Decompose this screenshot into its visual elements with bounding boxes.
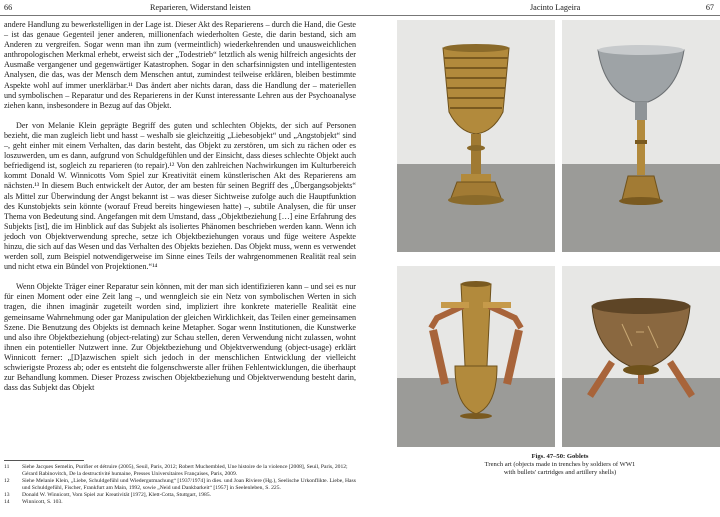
bullet-handled-vase	[397, 266, 555, 447]
caption-line-1: Trench art (objects made in trenches by soldiers of WW1	[484, 461, 636, 468]
page-number-left: 66	[4, 3, 13, 12]
footnote-13: 13 Donald W. Winnicott, Vom Spiel zur Kreativität [1972], Klett-Cotta, Stuttgart, 1985.	[4, 492, 212, 498]
goblet-photo-1	[397, 20, 555, 252]
caption-line-2: with bullets' cartridges and artillery shells)	[503, 469, 617, 476]
footnote-14: 14 Winnicott, S. 103.	[4, 499, 63, 505]
body-text-column	[4, 20, 356, 393]
paragraph-2: Der von Melanie Klein geprägte Begriff des guten und schlechten Objekts, der sich auf Personen bezieht, die man zugleich liebt und hasst – weshalb sie gleichzeitig „Liebesobjekt“ und „Angstobjekt“ sind –, geht einher mit einem Verhalten, das darin besteht, das Objekt zu zerstören, um sich zu rächen oder es loszuwerden, um es dann, aufgrund von Schuldgefühlen und der Einsicht, dass dieses schlechte Objekt auch befriedigend ist, sogleich zu reparieren (to repair).¹² Von den zahlreichen Nachwirkungen im Kulturbereich kommt Donald W. Winnicotts Vom Spiel zur Kreativität einem künstlerischen Akt des Reparierens am nächsten.¹³ In diesem Buch entwickelt der Autor, der am besten für seinen Begriff des „Übergangsobjekts“ als Mittel zur Überwindung der Angst bekannt ist – was dieser Sichtweise zufolge auch die Hauptfunktion des Kunstobjekts sein könnte (worauf Freud bereits hingewiesen hatte) –, subtile Analysen, die für unser Thema von Bedeutung sind. Angefangen mit dem Umstand, dass „Objektbeziehung […] eine Erfahrung des Subjekts [ist], die im Hinblick auf das Subjekt als isoliertes Phänomen beschrieben werden kann. Wenn ich jedoch von Objektverwendung spreche, setze ich Objektbeziehungen voraus und füge weitere Aspekte hinzu, die sich auf das Wesen und das Verhalten des Objekts beziehen. Das Objekt muss, wenn es verwendet werden soll, zum Beispiel notwendigerweise im Sinne eines Teils der wahrgenommenen Realität real sein und nicht etwa ein Bündel von Projektionen.“¹⁴	[4, 120, 356, 272]
running-title-right: Jacinto Lageira	[530, 3, 581, 12]
footnote-12: 12 Siehe Melanie Klein, „Liebe, Schuldgefühl und Wiedergutmachung“ [1937/1974] in dies. und Joan Riviere (Hg.), Seelische Urkonflikte. Liebe, Hass und Schuldgefühl, Fischer, Frankfurt am Main, 1992, sowie „Neid und Dankbarkeit“ [1957] in Seelenleben, S. 225.	[4, 478, 356, 491]
footnote-11: 11 Siehe Jacques Semelin, Purifier et détruire (2005), Seuil, Paris, 2012; Robert Muchembled, Une histoire de la violence [2008], Seuil, Paris, 2012; Gérard Rabinovitch, De la destructivité humaine, Presses Universitaires Françaises, Paris, 2009.	[4, 464, 348, 477]
running-header	[0, 0, 720, 14]
caption-title: Figs. 47–50: Goblets	[531, 453, 589, 460]
goblet-photo-4	[562, 266, 720, 447]
footnotes	[4, 464, 356, 506]
footnote-rule	[4, 460, 84, 461]
page-number-right: 67	[705, 3, 714, 12]
paragraph-1: andere Handlung zu bewerkstelligen in der Lage ist. Dieser Akt des Reparierens – durch die Hand, die Geste – ist das genaue Gegenteil jener anderen, millionenfach wiederholten Geste, die darin bestand, sich am Anderen zu vergreifen. Sogar wenn man ihn zum (vermeintlich) wiederkehrenden und unausweichlichen anthropologischen Merkmal erhebt, erweist sich der „Todestrieb“ letztlich als wenig hilfreich angesichts der Ausmaße vergangener und gegenwärtiger Katastrophen. Sogar in den scharfsinnigsten und intelligentesten Analysen, die das, was der Mensch dem Menschen antut, zumindest teilweise erklären, bleiben bestimmte Aspekte wohl auf immer unerklärbar.¹¹ Das ändert aber nichts daran, dass die Handlung der – materiellen und symbolischen – Reparatur und des Reparierens in der Kunst interessante Lehren aus der Psychoanalyse ziehen kann, insbesondere in Bezug auf das Objekt.	[4, 20, 356, 110]
goblet-photo-2	[562, 20, 720, 252]
engraved-tripod-bowl	[562, 266, 720, 447]
ribbed-brass-goblet	[397, 20, 555, 252]
paragraph-3: Wenn Objekte Träger einer Reparatur sein können, mit der man sich identifizieren kann – und sei es nur für einen Moment oder eine Zeit lang –, und wenngleich sie ein Netz von symbolischen Werten in sich tragen, die ihnen imaginär zugeteilt worden sind, impliziert ihre konkrete materielle Realität eine gemeinsame Wahrnehmung oder gar Manipulation der gleichen Wirklichkeit, das Teilen einer gemeinsamen Szene. Die Benutzung des Objekts ist demnach keine Metapher. Sogar wenn Institutionen, die Kunstwerke und also ihre Objektbeziehung (object-relating) zur Schau stellen, deren Verwendung nicht zulassen, wohnt ihnen ein potentieller Nutzwert inne. Zur Objektbeziehung und Objektverwendung (object-usage) erklärt Winnicott ferner: „[D]azwischen spielt sich jedoch in der menschlichen Entwicklung der vielleicht schwierigste Prozess ab; oder es entsteht die folgenschwerste aller frühen Fehlentwicklungen, die überhaupt zur Behandlung kommen. Dieser Prozess zwischen Objektbeziehung und Objektverwendung besteht darin, dass das Subjekt das Objekt	[4, 282, 356, 393]
figure-caption	[440, 453, 680, 477]
steel-bowl-goblet	[562, 20, 720, 252]
header-rule	[0, 15, 720, 16]
goblet-photo-3	[397, 266, 555, 447]
running-title-left: Reparieren, Widerstand leisten	[150, 3, 251, 12]
